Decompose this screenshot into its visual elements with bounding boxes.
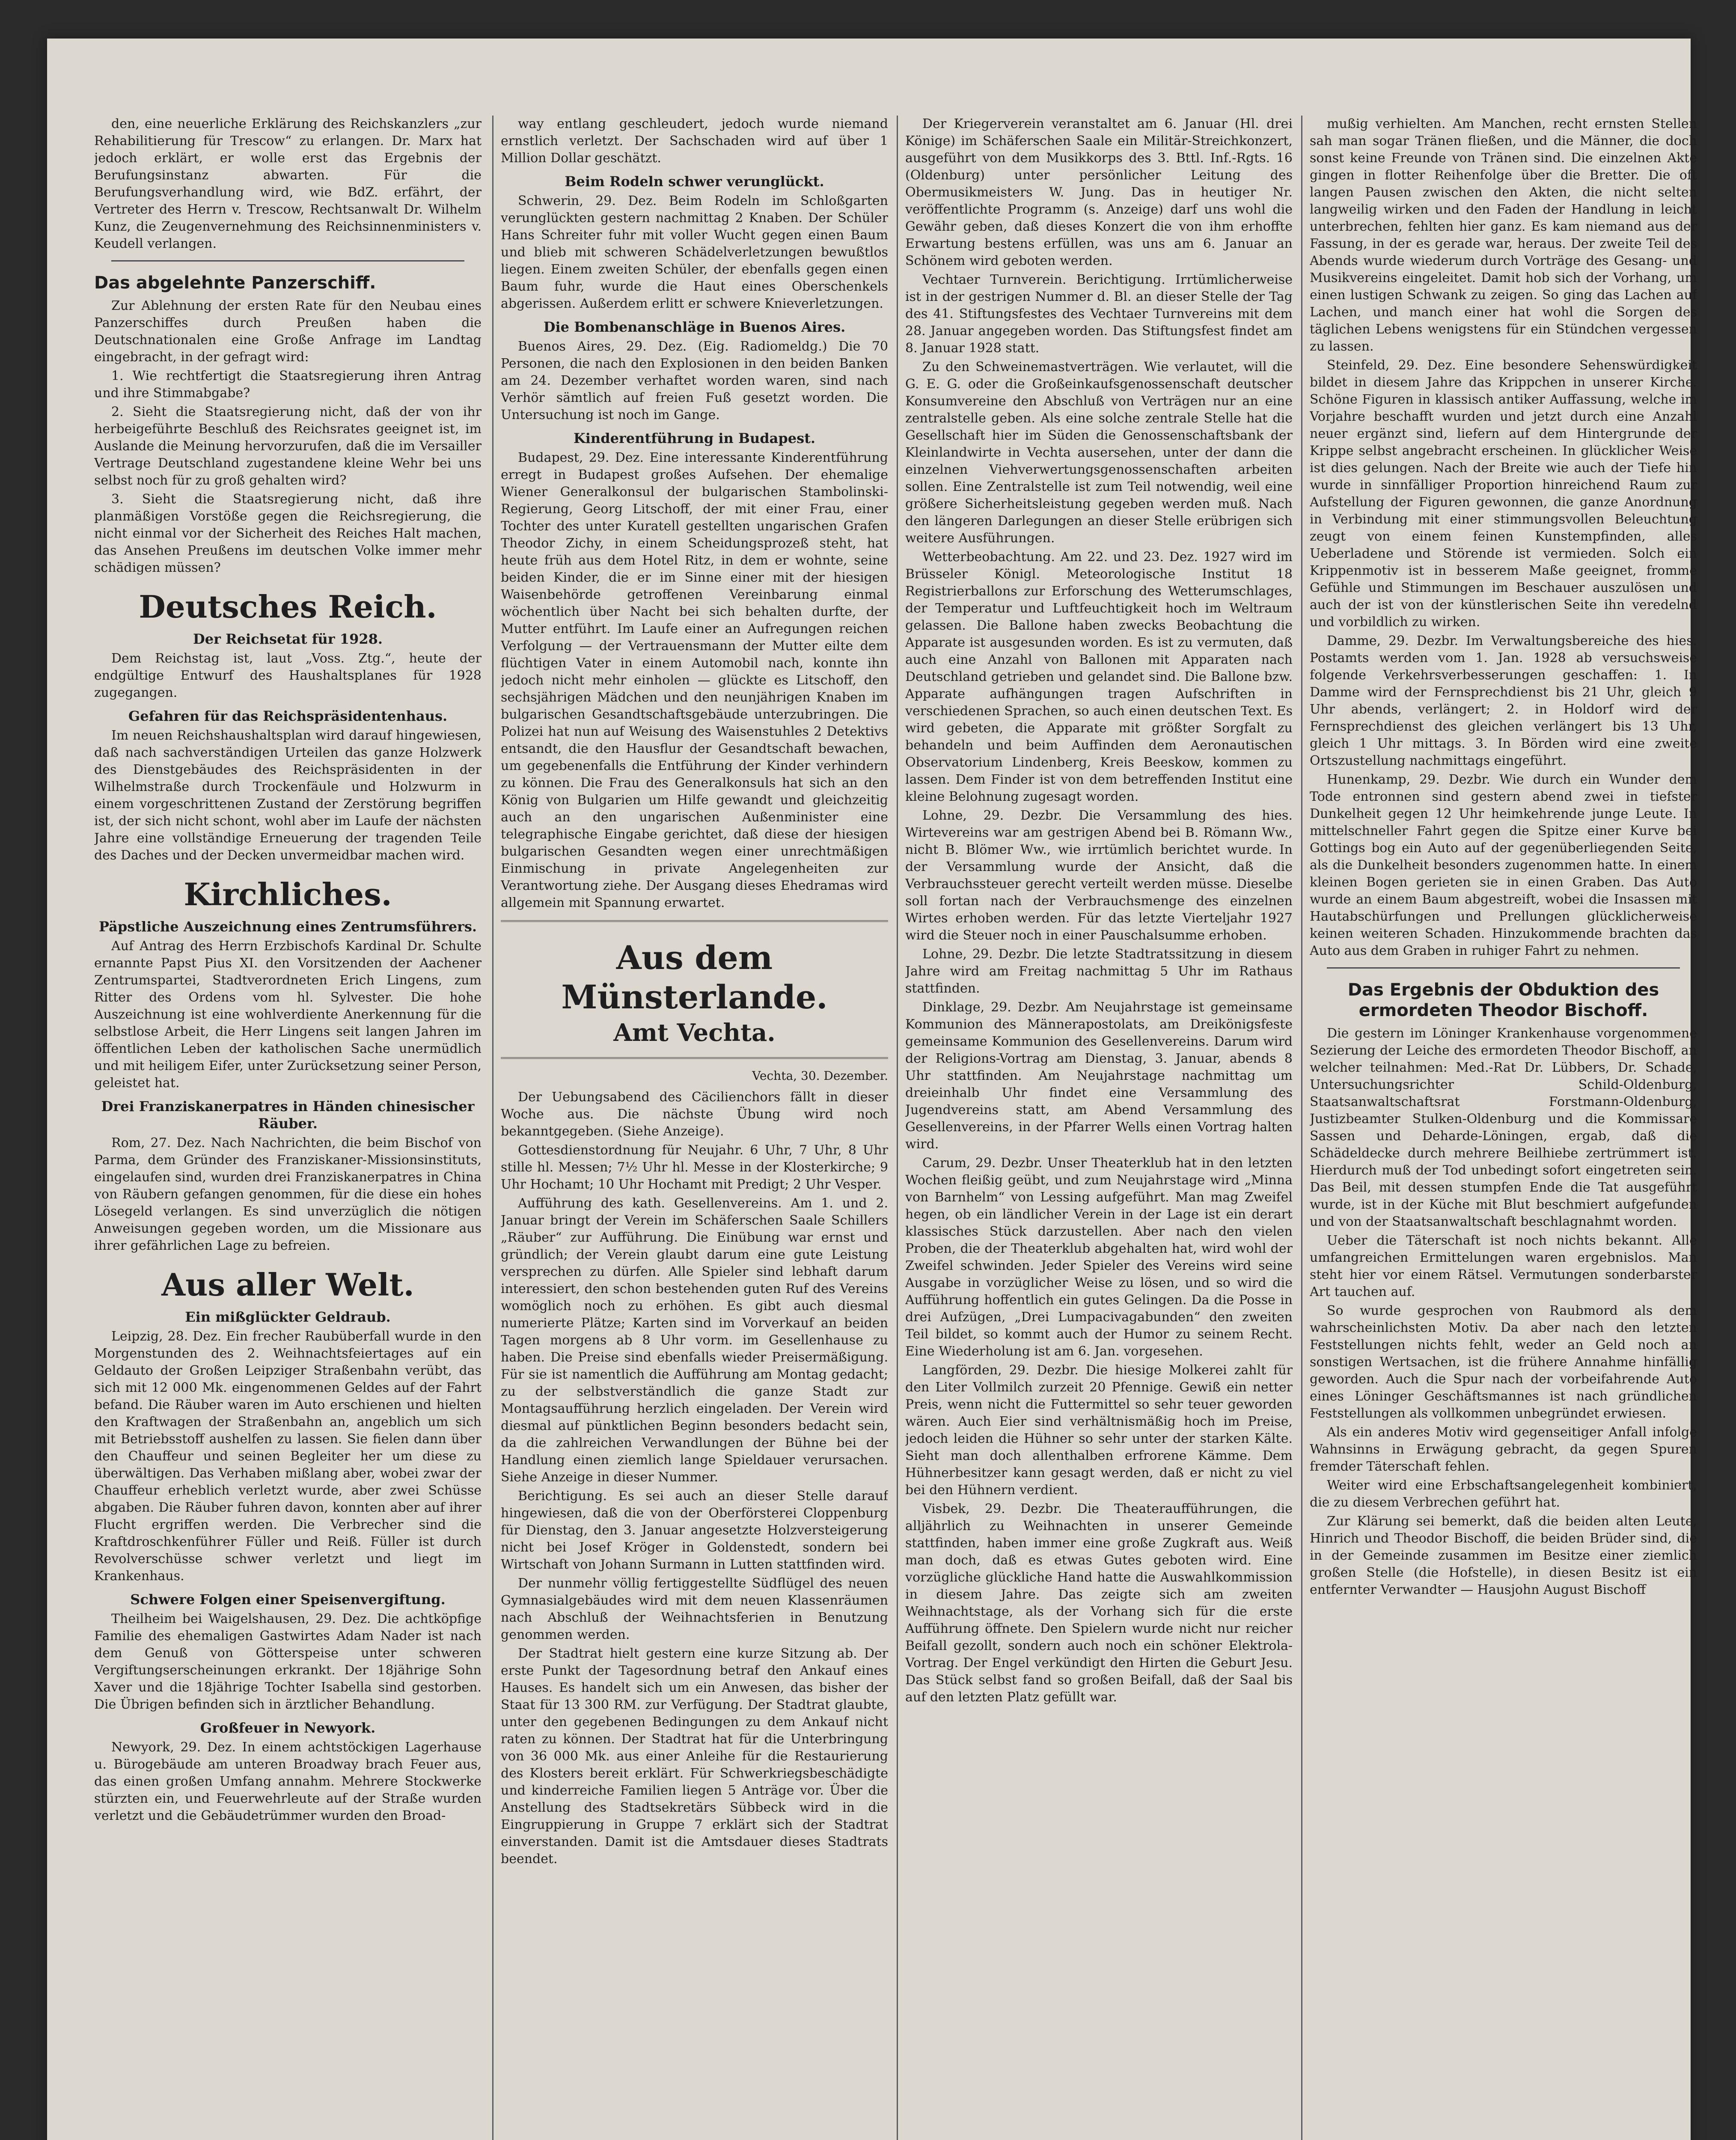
headline: Beim Rodeln schwer verunglückt. — [565, 173, 824, 190]
article-text: den, eine neuerliche Erklärung des Reichskanzlers „zur Rehabilitierung für Trescow“ zu erlangen. Dr. Marx hat jedoch erklärt, er wolle erst das Ergebnis der Berufungsinstanz abwarten. Für die Berufungsverhandlung wird, wie BdZ. erfährt, der Vertreter des Herrn v. Trescow, Rechtsanwalt Dr. Wilhelm Kunz, die Zeugenvernehmung des Reichsinnenministers v. Keudell verlangen. — [94, 116, 482, 251]
article-text: Visbek, 29. Dezbr. Die Theateraufführungen, die alljährlich zu Weihnachten in unserer Gemeinde stattfinden, haben immer eine große Zugkraft aus. Weiß man doch, daß es etwas Gutes geboten wird. Eine vorzügliche glückliche Hand hatte die Auswahlkommission in diesem Jahre. Das zeigte sich am zweiten Weihnachtstage, als der Vorhang sich für die erste Aufführung öffnete. Den Spielern wurde nicht nur reicher Beifall gezollt, sondern auch noch ein schöner Elektrola-Vortrag. Der Engel verkündigt den Hirten die Geburt Jesu. Das Stück selbst fand so großen Beifall, daß der Saal bis auf den letzten Platz gefüllt war. — [905, 1501, 1293, 1705]
article-text: 1. Wie rechtfertigt die Staatsregierung ihren Antrag und ihre Stimmabgabe? — [94, 369, 482, 401]
divider — [111, 260, 464, 262]
article-text: Theilheim bei Waigelshausen, 29. Dez. Die achtköpfige Familie des ehemaligen Gastwirtes Adam Nader ist nach dem Genuß von Götterspeise unter schweren Vergiftungserscheinungen erkrankt. Der 18jährige Sohn Xaver und die 18jährige Tochter Isabella sind gestorben. Die Übrigen befinden sich in ärztlicher Behandlung. — [94, 1611, 482, 1712]
article-text: way entlang geschleudert, jedoch wurde niemand ernstlich verletzt. Der Sachschaden wird auf über 1 Million Dollar geschätzt. — [501, 116, 888, 166]
column-rule — [492, 116, 493, 2140]
headline: Der Reichsetat für 1928. — [193, 631, 383, 647]
article-text: Als ein anderes Motiv wird gegenseitiger Anfall infolge Wahnsinns in Erwägung gebracht, da gegen Spuren fremder Täterschaft fehlen. — [1310, 1425, 1697, 1474]
article-text: Zur Ablehnung der ersten Rate für den Neubau eines Panzerschiffes durch Preußen haben die Deutschnationalen eine Große Anfrage im Landtag eingebracht, in der gefragt wird: — [94, 298, 482, 365]
headline: Die Bombenanschläge in Buenos Aires. — [543, 319, 846, 335]
headline: Päpstliche Auszeichnung eines Zentrumsführers. — [98, 918, 477, 935]
dateline: Vechta, 30. Dezember. — [752, 1069, 888, 1083]
article-text: Carum, 29. Dezbr. Unser Theaterklub hat in den letzten Wochen fleißig geübt, und zum Neujahrstage wird „Minna von Barnhelm“ von Lessing aufgeführt. Man mag Zweifel hegen, ob ein ländlicher Verein in der Lage ist ein derart klassisches Stück darzustellen. Aber nach den vielen Proben, die der Theaterklub abgehalten hat, wird wohl der Zweifel schwinden. Jeder Spieler des Vereins wird seine Ausgabe in vorzüglicher Weise zu lösen, und so wird die Aufführung hoffentlich ein gutes Gelingen. Da die Posse in drei Aufzügen, „Drei Lumpacivagabunden“ den zweiten Teil bildet, so kommt auch der Humor zu seinem Recht. Eine Wiederholung ist am 6. Jan. vorgesehen. — [905, 1156, 1293, 1359]
article-text: Lohne, 29. Dezbr. Die letzte Stadtratssitzung in diesem Jahre wird am Freitag nachmittag 5 Uhr im Rathaus stattfinden. — [905, 947, 1293, 996]
column-2 — [501, 116, 888, 2140]
column-rule — [1301, 116, 1302, 2140]
local-section-header — [501, 920, 888, 1059]
article-text: Zu den Schweinemastverträgen. Wie verlautet, will die G. E. G. oder die Großeinkaufsgenossenschaft deutscher Konsumvereine den Abschluß von Verträgen nur an eine zentralstelle geben. Als eine solche zentrale Stelle hat die Gesellschaft hier im Süden die Genossenschaftsbank der Kleinlandwirte in Vechta ausersehen, unter der dann die einzelnen Viehverwertungsgenossenschaften arbeiten sollen. Eine Zentralstelle ist zum Teil notwendig, weil eine größere Sicherheitsleistung gegeben werden muß. Nach den längeren Darlegungen an dieser Stelle erübrigen sich weitere Ausführungen. — [905, 360, 1293, 546]
headline: Großfeuer in Newyork. — [200, 1720, 376, 1736]
newspaper-page — [47, 39, 1697, 2140]
article-text: Der Uebungsabend des Cäcilienchors fällt in dieser Woche aus. Die nächste Übung wird noch bekanntgegeben. (Siehe Anzeige). — [501, 1090, 888, 1139]
article-text: Zur Klärung sei bemerkt, daß die beiden alten Leute, Hinrich und Theodor Bischoff, die beiden Brüder sind, die in der Gemeinde zusammen im Besitze einer ziemlich großen Stelle (die Hofstelle), in diesen Besitz ist ein entfernter Verwandter — Hausjohn August Bischoff — [1310, 1514, 1697, 1597]
article-text: Schwerin, 29. Dez. Beim Rodeln im Schloßgarten verunglückten gestern nachmittag 2 Knaben. Der Schüler Hans Schreiter fuhr mit voller Wucht gegen einen Baum und blieb mit schweren Schädelverletzungen bewußtlos liegen. Einem zweiten Schüler, der ebenfalls gegen einen Baum fuhr, wurde die Haut eines Oberschenkels abgerissen. Außerdem erlitt er schwere Knieverletzungen. — [501, 193, 888, 311]
headline: Das Ergebnis der Obduktion des ermordeten Theodor Bischoff. — [1347, 980, 1659, 1020]
article-text: Budapest, 29. Dez. Eine interessante Kinderentführung erregt in Budapest großes Aufsehen. Der ehemalige Wiener Generalkonsul der bulgarischen Stambolinski-Regierung, Georg Litschoff, der mit einer Frau, einer Tochter des unter Kuratell gestellten ungarischen Grafen Theodor Zichy, in einem Scheidungsprozeß steht, hat heute früh aus dem Hotel Ritz, in dem er wohnte, seine beiden Kinder, die er im Sinne einer mit der hiesigen Waisenbehörde getroffenen Vereinbarung einmal wöchentlich über Nacht bei sich behalten durfte, der Mutter entführt. Im Laufe einer an Aufregungen reichen Verfolgung — der Vertrauensmann der Mutter eilte dem flüchtigen Vater in einem Automobil nach, konnte ihn jedoch nicht mehr einholen — glückte es Litschoff, den sechsjährigen Mädchen und den neunjährigen Knaben im bulgarischen Gesandtschaftsgebäude unterzubringen. Die Polizei hat nun auf Weisung des Waisenstuhles 2 Detektivs entsandt, die den Hausflur der Gesandtschaft bewachen, um gegebenenfalls die Entführung der Kinder verhindern zu können. Die Frau des Generalkonsuls hat sich an den König von Bulgarien um Hilfe gewandt und gleichzeitig auch an den ungarischen Außenminister eine telegraphische Eingabe gerichtet, daß diese der hiesigen bulgarischen Gesandten wegen einer unrechtmäßigen Einmischung in private Angelegenheiten zur Verantwortung ziehe. Der Ausgang dieses Ehedramas wird allgemein mit Spannung erwartet. — [501, 450, 888, 910]
article-text: 3. Sieht die Staatsregierung nicht, daß ihre planmäßigen Vorstöße gegen die Reichsregierung, die nicht einmal vor der Sicherheit des Reiches Halt machen, das Ansehen Preußens im deutschen Volke immer mehr schädigen müssen? — [94, 492, 482, 575]
article-text: Newyork, 29. Dez. In einem achtstöckigen Lagerhause u. Bürogebäude am unteren Broadway brach Feuer aus, das einen großen Umfang annahm. Mehrere Stockwerke stürzten ein, und Feuerwehrleute auf der Straße wurden verletzt und die Gebäudetrümmer wurden den Broad- — [94, 1740, 482, 1823]
article-text: mußig verhielten. Am Manchen, recht ernsten Stellen sah man sogar Tränen fließen, und die Männer, die doch sonst keine Freunde von Tränen sind. Die einzelnen Akte gingen in flotter Reihenfolge über die Bretter. Die oft langen Pausen zwischen den Akten, die nicht selten langweilig wirken und den Faden der Handlung in leicht unterbrechen, fehlten hier ganz. Es kam niemand aus der Fassung, in der es gerade war, heraus. Der zweite Teil des Abends wurde wiederum durch Vorträge des Gesang- und Musikvereins eingeleitet. Damit hob sich der Vorhang, um einen lustigen Schwank zu zeigen. So ging das Lachen auf Lachen, und manch einer hat wohl die Sorgen des täglichen Lebens wenigstens für ein Stündchen vergessen zu lassen. — [1310, 116, 1697, 354]
article-text: Ueber die Täterschaft ist noch nichts bekannt. Alle umfangreichen Ermittelungen waren ergebnislos. Man steht hier vor einem Rätsel. Vermutungen sonderbarster Art tauchen auf. — [1310, 1233, 1697, 1299]
article-text: Dinklage, 29. Dezbr. Am Neujahrstage ist gemeinsame Kommunion des Männerapostolats, am Dreikönigsfeste gemeinsame Kommunion des Gesellenvereins. Darum wird der Religions-Vortrag am Dienstag, 3. Januar, abends 8 Uhr stattfinden. Am Neujahrstage nachmittag um dreieinhalb Uhr findet eine Versammlung des Jugendvereins statt, am Abend Versammlung des Gesellenvereins, in der Pfarrer Wells einen Vortrag halten wird. — [905, 1000, 1293, 1152]
section-heading: Aus dem Münsterlande. — [561, 939, 828, 1016]
article-text: Der Kriegerverein veranstaltet am 6. Januar (Hl. drei Könige) im Schäferschen Saale ein Militär-Streichkonzert, ausgeführt von dem Musikkorps des 3. Bttl. Inf.-Rgts. 16 (Oldenburg) unter persönlicher Leitung des Obermusikmeisters W. Jung. Das in heutiger Nr. veröffentlichte Programm (s. Anzeige) darf uns wohl die Gewähr geben, daß dieses Konzert die von ihm erhoffte Erwartung bestens erfüllen, was uns am 6. Januar an Schönem wird geboten werden. — [905, 116, 1293, 268]
section-heading: Deutsches Reich. — [139, 588, 437, 625]
column-1 — [94, 116, 482, 2140]
section-heading: Kirchliches. — [184, 876, 392, 912]
article-text: Auf Antrag des Herrn Erzbischofs Kardinal Dr. Schulte ernannte Papst Pius XI. den Vorsitzenden der Aachener Zentrumspartei, Stadtverordneten Erich Lingens, zum Ritter des Ordens vom hl. Sylvester. Die hohe Auszeichnung ist eine wohlverdiente Anerkennung für die selbstlose Arbeit, die Herr Lingens seit langen Jahren im öffentlichen Leben der katholischen Sache unermüdlich und mit heiligem Eifer, unter Zurücksetzung seiner Person, geleistet hat. — [94, 939, 482, 1091]
article-text: Gottesdienstordnung für Neujahr. 6 Uhr, 7 Uhr, 8 Uhr stille hl. Messen; 7½ Uhr hl. Messe in der Klosterkirche; 9 Uhr Hochamt; 10 Uhr Hochamt mit Predigt; 2 Uhr Vesper. — [501, 1143, 888, 1192]
section-subheading: Amt Vechta. — [613, 1019, 776, 1047]
article-text: Vechtaer Turnverein. Berichtigung. Irrtümlicherweise ist in der gestrigen Nummer d. Bl. an dieser Stelle der Tag des 41. Stiftungsfestes des Vechtaer Turnvereins mit dem 28. Januar angegeben worden. Das Stiftungsfest findet am 8. Januar 1928 statt. — [905, 272, 1293, 356]
article-text: So wurde gesprochen von Raubmord als dem wahrscheinlichsten Motiv. Da aber nach den letzten Feststellungen nichts fehlt, weder an Geld noch an sonstigen Wertsachen, ist die frühere Annahme hinfällig geworden. Auch die Spur nach der vorbeifahrende Auto eines Löninger Geschäftsmannes ist nach gründlichen Feststellungen als vollkommen unbegründet erwiesen. — [1310, 1303, 1697, 1421]
section-heading: Aus aller Welt. — [161, 1266, 414, 1303]
headline: Gefahren für das Reichspräsidentenhaus. — [128, 708, 448, 724]
headline: Drei Franziskanerpatres in Händen chinesischer Räuber. — [101, 1098, 475, 1132]
article-text: Steinfeld, 29. Dez. Eine besondere Sehenswürdigkeit bildet in diesem Jahre das Krippchen in unserer Kirche. Schöne Figuren in klassisch antiker Auffassung, welche im Vorjahre beschafft wurden und jetzt durch eine Anzahl neuer ergänzt sind, liefern auf dem Hintergrunde der Krippe selbst angebracht erscheinen. In glücklicher Weise ist dies gelungen. Nach der Breite wie auch der Tiefe hin wurde in sinnfälliger Proportion hinreichend Raum zur Aufstellung der Figuren gewonnen, die ganze Anordnung in Verbindung mit einer stimmungsvollen Beleuchtung zeugt von einem feinen Kunstempfinden, alles Ueberladene und Störende ist vermieden. Solch ein Krippenmotiv ist in besserem Maße geeignet, fromme Gefühle und Stimmungen im Beschauer auszulösen und auch der ist von der künstlerischen Seite ihn veredelnd und vorbildlich zu wirken. — [1310, 358, 1697, 630]
column-3 — [905, 116, 1293, 2140]
column-rule — [897, 116, 898, 2140]
article-text: Die gestern im Löninger Krankenhause vorgenommene Sezierung der Leiche des ermordeten Theodor Bischoff, an welcher teilnahmen: Med.-Rat Dr. Lübbers, Dr. Schade, Untersuchungsrichter Schild-Oldenburg, Staatsanwaltschaftsrat Forstmann-Oldenburg, Justizbeamter Stulken-Oldenburg und die Kommissare Sassen und Deharde-Löningen, ergab, daß die Schädeldecke durch mehrere Beilhiebe zertrümmert ist. Hierdurch muß der Tod unbedingt sofort eingetreten sein. Das Beil, mit dessen stumpfen Ende die Tat ausgeführt wurde, ist in der Küche mit Blut beschmiert aufgefunden und von der Staatsanwaltschaft beschlagnahmt worden. — [1310, 1026, 1697, 1229]
headline: Ein mißglückter Geldraub. — [185, 1309, 391, 1325]
article-text: Rom, 27. Dez. Nach Nachrichten, die beim Bischof von Parma, dem Gründer des Franziskaner-Missionsinstituts, eingelaufen sind, wurden drei Franziskanerpatres in China von Räubern gefangen genommen, für die diese ein hohes Lösegeld verlangen. Es sind unverzüglich die nötigen Anweisungen gegeben worden, um die Missionare aus ihrer gefährlichen Lage zu befreien. — [94, 1135, 482, 1253]
headline: Kinderentführung in Budapest. — [573, 430, 816, 446]
article-text: Leipzig, 28. Dez. Ein frecher Raubüberfall wurde in den Morgenstunden des 2. Weihnachtsfeiertages auf ein Geldauto der Großen Leipziger Straßenbahn verübt, das sich mit 12 000 Mk. eingenommenen Geldes auf der Fahrt befand. Die Räuber waren im Auto erschienen und hielten den Kraftwagen der Straßenbahn an, angeblich um sich mit Betriebsstoff aushelfen zu lassen. Sie fielen dann über den Chauffeur und seinen Begleiter her um diese zu überwältigen. Das Verhaben mißlang aber, wobei zwar der Chauffeur erheblich verletzt wurde, aber zwei Schüsse abgaben. Die Räuber fuhren davon, konnten aber auf ihrer Flucht ergriffen werden. Die Verbrecher sind die Kraftdroschkenführer Füller und Reiß. Füller ist durch Revolverschüsse schwer verletzt und liegt im Krankenhaus. — [94, 1329, 482, 1584]
article-text: Dem Reichstag ist, laut „Voss. Ztg.“, heute der endgültige Entwurf des Haushaltsplanes für 1928 zugegangen. — [94, 651, 482, 700]
article-text: Wetterbeobachtung. Am 22. und 23. Dez. 1927 wird im Brüsseler Königl. Meteorologische Institut 18 Registrierballons zur Erforschung des Wetterumschlages, der Temperatur und Luftfeuchtigkeit hoch im Weltraum gelassen. Die Ballone haben zwecks Beobachtung die Apparate ist ausgesunden worden. Es ist zu vermuten, daß auch eine Anzahl von Ballonen mit Apparaten nach Deutschland getrieben und gelandet sind. Die Ballone bzw. Apparate aufhängungen tragen Aufschriften in verschiedenen Sprachen, so auch einen deutschen Text. Es wird gebeten, die Apparate mit größter Sorgfalt zu behandeln und beim Auffinden dem Aeronautischen Observatorium Lindenberg, Kreis Beeskow, kommen zu lassen. Dem Finder ist von dem betreffenden Institut eine kleine Belohnung zugesagt worden. — [905, 550, 1293, 804]
article-text: Im neuen Reichshaushaltsplan wird darauf hingewiesen, daß nach sachverständigen Urteilen das ganze Holzwerk des Dienstgebäudes des Reichspräsidenten in der Wilhelmstraße durch Trockenfäule und Holzwurm in einem vorgeschrittenen Zustand der Zerstörung begriffen ist, der sich nicht schont, wohl aber im Laufe der nächsten Jahre eine vollständige Erneuerung der tragenden Teile des Daches und der Decken unvermeidbar machen wird. — [94, 728, 482, 863]
article-text: 2. Sieht die Staatsregierung nicht, daß der von ihr herbeigeführte Beschluß des Reichsrates geeignet ist, im Auslande die Meinung hervorzurufen, daß die im Versailler Vertrage Deutschland zugestandene kleine Wehr bei uns selbst noch für zu groß gehalten wird? — [94, 404, 482, 488]
article-text: Berichtigung. Es sei auch an dieser Stelle darauf hingewiesen, daß die von der Oberförsterei Cloppenburg für Dienstag, den 3. Januar angesetzte Holzversteigerung nicht bei Josef Kröger in Goldenstedt, sondern bei Wirtschaft von Johann Surmann in Lutten stattfinden wird. — [501, 1489, 888, 1572]
divider — [1327, 967, 1680, 969]
headline: Schwere Folgen einer Speisenvergiftung. — [130, 1591, 446, 1608]
article-text: Damme, 29. Dezbr. Im Verwaltungsbereiche des hies. Postamts werden vom 1. Jan. 1928 ab versuchsweise folgende Verkehrsverbesserungen geschaffen: 1. In Damme wird der Fernsprechdienst bis 21 Uhr, gleich 9 Uhr abends, verlängert; 2. in Holdorf wird der Fernsprechdienst des gleichen verlängert bis 13 Uhr, gleich 1 Uhr mittags. 3. In Börden wird eine zweite Ortszustellung nachmittags eingeführt. — [1310, 633, 1697, 768]
article-text: Lohne, 29. Dezbr. Die Versammlung des hies. Wirtevereins war am gestrigen Abend bei B. Römann Ww., nicht B. Blömer Ww., wie irrtümlich berichtet wurde. In der Versammlung wurde der Ansicht, daß die Verbrauchssteuer gerecht verteilt werden müsse. Dieselbe soll fortan nach der Verbrauchsmenge des einzelnen Wirtes erhoben werden. Für das letzte Vierteljahr 1927 wird die Steuer noch in einer Pauschalsumme erhoben. — [905, 808, 1293, 943]
article-text: Der Stadtrat hielt gestern eine kurze Sitzung ab. Der erste Punkt der Tagesordnung betraf den Ankauf eines Hauses. Es handelt sich um ein Anwesen, das bisher der Staat für 13 300 RM. zur Verfügung. Der Stadtrat glaubte, unter den gegebenen Bedingungen zu dem Ankauf nicht raten zu können. Der Stadtrat hat für die Unterbringung von 36 000 Mk. aus einer Anleihe für die Restaurierung des Klosters bereit erklärt. Für Schwerkriegsbeschädigte und kinderreiche Familien liegen 5 Anträge vor. Über die Anstellung des Stadtsekretärs Sübbeck wird in die Eingruppierung in Gruppe 7 erklärt sich der Stadtrat einverstanden. Damit ist die Amtsdauer dieses Stadtrats beendet. — [501, 1646, 888, 1867]
article-text: Hunenkamp, 29. Dezbr. Wie durch ein Wunder dem Tode entronnen sind gestern abend zwei in tiefster Dunkelheit gegen 12 Uhr heimkehrende junge Leute. In mittelschneller Fahrt gegen die Spitze einer Kurve bei Gottings bog ein Auto auf der gegenüberliegenden Seite, als die Dunkelheit besonders zugenommen hatte. In einem kleinen Bogen gerieten sie in einen Graben. Das Auto wurde an einem Baum abgestreift, wobei die Insassen mit Hautabschürfungen und Prellungen glücklicherweise keinen weiteren Schaden. Hinzukommende brachten das Auto aus dem Graben in ruhiger Fahrt zu nehmen. — [1310, 772, 1697, 958]
column-4 — [1310, 116, 1697, 2140]
article-text: Aufführung des kath. Gesellenvereins. Am 1. und 2. Januar bringt der Verein im Schäferschen Saale Schillers „Räuber“ zur Aufführung. Die Einübung war ernst und gründlich; der Verein glaubt darum eine gute Leistung versprechen zu dürfen. Alle Spieler sind lebhaft darum interessiert, den schon bestehenden guten Ruf des Vereins womöglich noch zu erhöhen. Es gibt auch diesmal numerierte Plätze; Karten sind im Vorverkauf an beiden Tagen morgens ab 8 Uhr vorm. im Gesellenhause zu haben. Die Preise sind ebenfalls wieder Preisermäßigung. Für sie ist namentlich die Aufführung am Montag gedacht; zu der selbstverständlich die ganze Stadt zur Montagsaufführung herzlich eingeladen. Der Verein wird diesmal auf pünktlichen Beginn besonders bedacht sein, da die zahlreichen Verwandlungen der Bühne bei der Handlung einen ziemlich lange Spieldauer verursachen. Siehe Anzeige in dieser Nummer. — [501, 1196, 888, 1485]
article-text: Langförden, 29. Dezbr. Die hiesige Molkerei zahlt für den Liter Vollmilch zurzeit 20 Pfennige. Gewiß ein netter Preis, wenn nicht die Futtermittel so sehr teuer geworden wären. Auch Eier sind verhältnismäßig hoch im Preise, jedoch leiden die Hühner so sehr unter der starken Kälte. Sieht man doch allenthalben erfrorene Kämme. Dem Hühnerbesitzer kann gesagt werden, daß er nicht zu viel bei den Hühnern verdient. — [905, 1363, 1293, 1498]
article-text: Weiter wird eine Erbschaftsangelegenheit kombiniert, die zu diesem Verbrechen geführt hat. — [1310, 1478, 1697, 1510]
article-text: Buenos Aires, 29. Dez. (Eig. Radiomeldg.) Die 70 Personen, die nach den Explosionen in den beiden Banken am 24. Dezember verhaftet worden waren, sind nach Verhör sämtlich auf freien Fuß gesetzt worden. Die Untersuchung ist noch im Gange. — [501, 339, 888, 422]
headline: Das abgelehnte Panzerschiff. — [94, 273, 376, 293]
article-text: Der nunmehr völlig fertiggestellte Südflügel des neuen Gymnasialgebäudes wird mit dem neuen Klassenräumen nach Abschluß der Weihnachtsferien in Benutzung genommen werden. — [501, 1576, 888, 1642]
